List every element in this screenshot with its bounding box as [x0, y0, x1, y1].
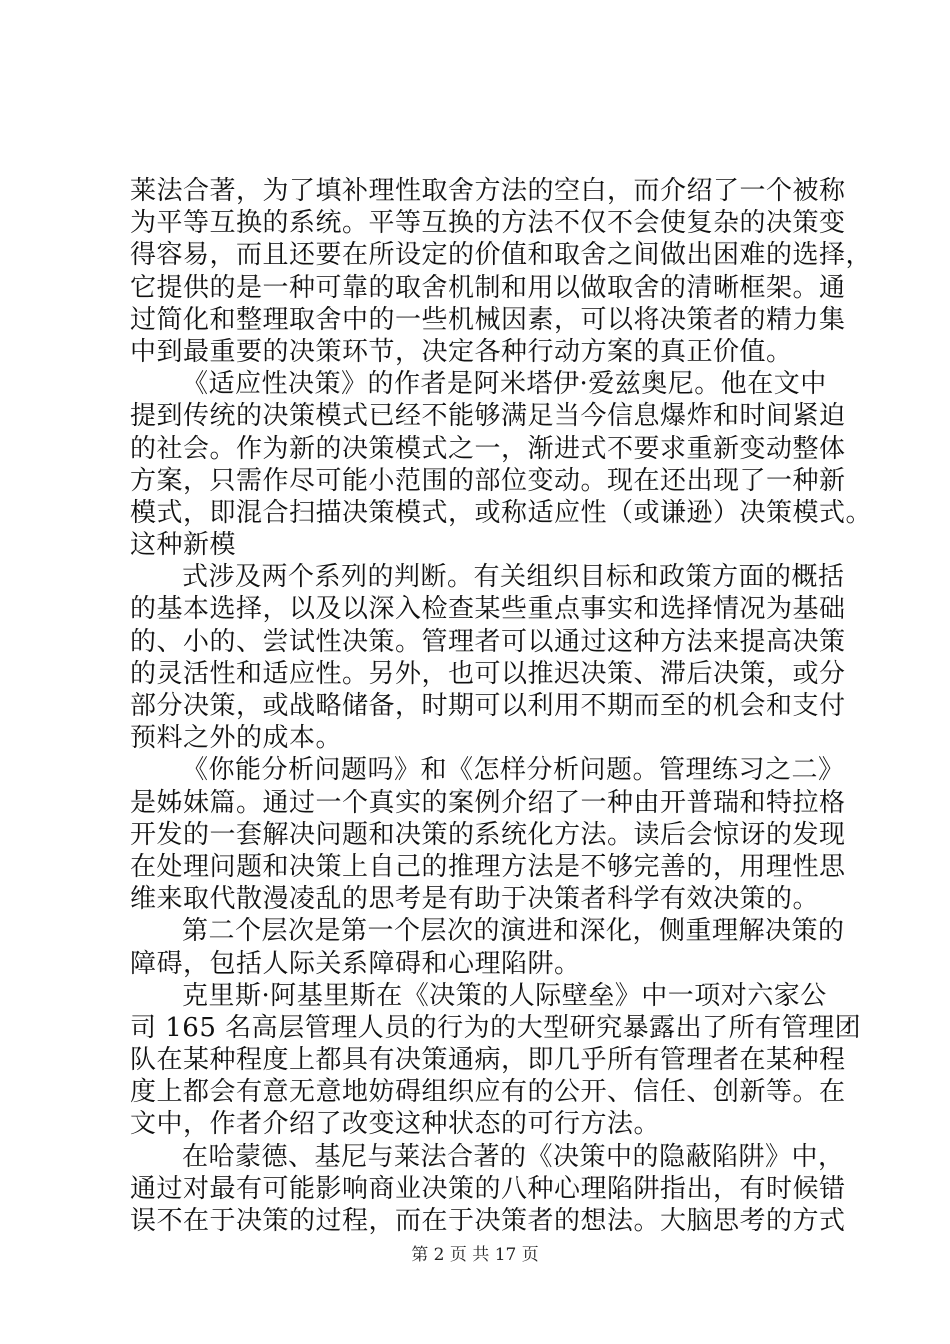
page-number: 第 2 页 共 17 页 [411, 1245, 539, 1265]
text-line: 开发的一套解决问题和决策的系统化方法。读后会惊讶的发现 [130, 819, 846, 850]
text-line: 方案，只需作尽可能小范围的部位变动。现在还出现了一种新 [130, 465, 846, 496]
text-line: 障碍，包括人际关系障碍和心理陷阱。 [130, 948, 581, 979]
text-line: 过简化和整理取舍中的一些机械因素，可以将决策者的精力集 [130, 304, 846, 335]
text-line: 部分决策，或战略储备，时期可以利用不期而至的机会和支付 [130, 691, 846, 721]
text-line: 通过对最有可能影响商业决策的八种心理陷阱指出，有时候错 [130, 1173, 846, 1204]
text-line: 在哈蒙德、基尼与莱法合著的《决策中的隐蔽陷阱》中， [182, 1141, 845, 1172]
text-line: 司 165 名高层管理人员的行为的大型研究暴露出了所有管理团 [130, 1012, 862, 1043]
text-line: 在处理问题和决策上自己的推理方法是不够完善的，用理性思 [130, 851, 846, 882]
text-line: 克里斯·阿基里斯在《决策的人际壁垒》中一项对六家公 [182, 980, 827, 1011]
text-line: 的社会。作为新的决策模式之一，渐进式不要求重新变动整体 [130, 433, 846, 464]
text-line: 的基本选择，以及以深入检查某些重点事实和选择情况为基础 [130, 594, 846, 625]
text-line: 中到最重要的决策环节，决定各种行动方案的真正价值。 [130, 336, 793, 367]
text-line: 的灵活性和适应性。另外，也可以推迟决策、滞后决策，或分 [130, 658, 846, 689]
text-line: 提到传统的决策模式已经不能够满足当今信息爆炸和时间紧迫 [130, 401, 846, 432]
text-line: 误不在于决策的过程，而在于决策者的想法。大脑思考的方式 [130, 1206, 846, 1236]
text-line: 为平等互换的系统。平等互换的方法不仅不会使复杂的决策变 [130, 208, 846, 239]
text-line: 《你能分析问题吗》和《怎样分析问题。管理练习之二》 [182, 755, 845, 786]
text-line: 莱法合著，为了填补理性取舍方法的空白，而介绍了一个被称 [130, 176, 846, 206]
text-line: 是姊妹篇。通过一个真实的案例介绍了一种由开普瑞和特拉格 [130, 787, 846, 818]
text-line: 式涉及两个系列的判断。有关组织目标和政策方面的概括 [182, 562, 845, 593]
text-line: 第二个层次是第一个层次的演进和深化，侧重理解决策的 [182, 916, 845, 947]
body-text [130, 175, 873, 1237]
text-line: 队在某种程度上都具有决策通病，即几乎所有管理者在某种程 [130, 1045, 846, 1076]
text-line: 维来取代散漫凌乱的思考是有助于决策者科学有效决策的。 [130, 884, 820, 915]
text-line: 文中，作者介绍了改变这种状态的可行方法。 [130, 1109, 661, 1140]
text-line: 这种新模 [130, 530, 237, 561]
text-line: 得容易，而且还要在所设定的价值和取舍之间做出困难的选择， [130, 240, 873, 271]
text-line: 它提供的是一种可靠的取舍机制和用以做取舍的清晰框架。通 [130, 272, 846, 303]
text-line: 《适应性决策》的作者是阿米塔伊·爱兹奥尼。他在文中 [182, 369, 827, 400]
text-line: 的、小的、尝试性决策。管理者可以通过这种方法来提高决策 [130, 626, 846, 657]
text-line: 预料之外的成本。 [130, 723, 343, 754]
text-line: 度上都会有意无意地妨碍组织应有的公开、信任、创新等。在 [130, 1077, 846, 1108]
text-line: 模式，即混合扫描决策模式，或称适应性（或谦逊）决策模式。 [130, 497, 873, 528]
